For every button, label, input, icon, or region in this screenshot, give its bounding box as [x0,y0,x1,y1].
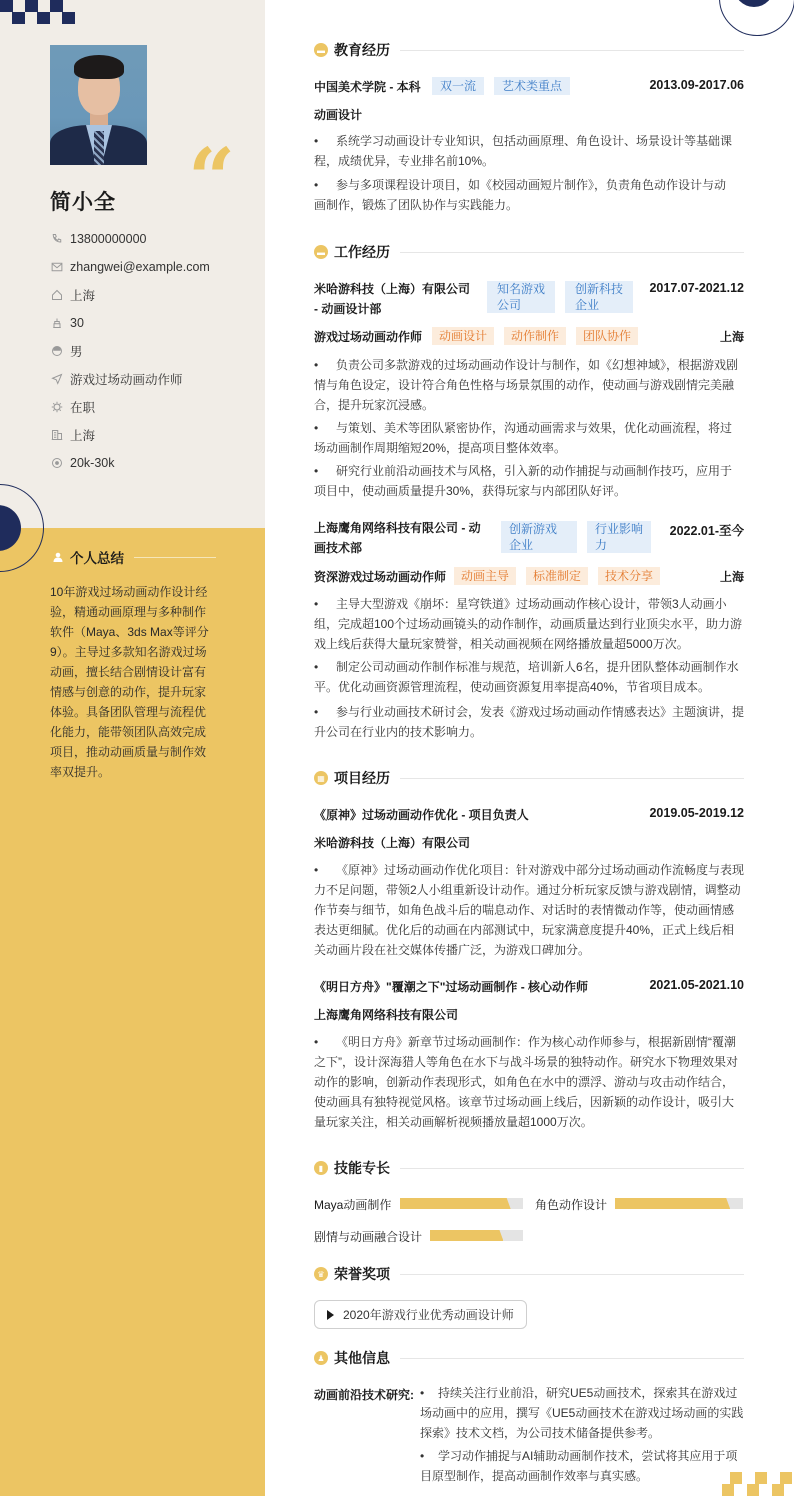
tag: 创新游戏 企业 [501,521,577,553]
summary-heading [52,547,216,567]
other-bullet: • 学习动作捕捉与AI辅助动画制作技术，尝试将其应用于项目原型制作，提高动画制作效率与真实感。 [420,1449,738,1483]
tag: 技术分享 [598,567,660,585]
job-company: 米哈游科技（上海）有限公司 - 动画设计部 [314,282,471,316]
info-salary-value: 20k-30k [70,456,115,470]
job-company-tags [487,281,633,313]
project-name: 《明日方舟》"覆潮之下"过场动画制作 - 核心动作师 [314,980,589,994]
education-icon: ▬ [314,43,328,57]
job-skill-tags [432,327,638,345]
job-bullet: • 制定公司动画动作制作标准与规范，培训新人6名，提升团队整体动画制作水平。优化动画资源管理流程，使动画资源复用率提高40%，节省项目成本。 [314,660,739,694]
education-major: 动画设计 [314,108,363,122]
info-position [50,365,210,393]
job-company: 上海鹰角网络科技有限公司 - 动 画技术部 [314,521,481,555]
info-age-value: 30 [70,316,84,330]
avatar-photo [50,45,147,165]
job-company-tags [501,521,651,553]
education-bullet: • 系统学习动画设计专业知识，包括动画原理、角色设计、场景设计等基础课程，成绩优异，专业排名前10%。 [314,134,733,168]
job-skill-tags [454,567,660,585]
phone-icon [50,233,63,246]
job-bullet: • 研究行业前沿动画技术与风格，引入新的动作捕捉与动画制作技巧，应用于项目中，使动画质量提升30%，获得玩家与内部团队好评。 [314,464,733,498]
info-gender-value: 男 [70,345,83,359]
info-email-value: zhangwei@example.com [70,260,210,274]
job-date: 2017.07-2021.12 [649,281,744,295]
info-phone [50,225,210,253]
info-icon: ♟ [314,1351,328,1365]
caret-right-icon [327,1310,334,1320]
education-school: 中国美术学院 - 本科 [314,80,421,94]
info-home [50,281,210,309]
status-icon [50,401,63,414]
info-status-value: 在职 [70,401,96,415]
project-bullet: • 《明日方舟》新章节过场动画制作：作为核心动作师参与，根据新剧情“覆潮之下”，设计深海猎人等角色在水下与战斗场景的独特动作。研究水下物理效果对动作的影响，创新动作表现形式，如角色在水中的漂浮、游动与攻击动作结合，使动画具有独特视觉风格。该章节过场动画上线后，因新颖的动作设计，吸引大量玩家关注，相关动画解析视频播放量超1000万次。 [314,1035,738,1129]
send-icon [50,373,63,386]
skills-chart-icon: ▮ [314,1161,328,1175]
section-skills-heading: ▮ 技能专长 [314,1158,744,1178]
decor-circle-right [719,0,794,36]
job-location: 上海 [719,570,744,584]
education-date: 2013.09-2017.06 [649,78,744,92]
section-other-heading: ♟ 其他信息 [314,1348,744,1368]
contact-info-list [50,225,210,477]
other-label: 动画前沿技术研究: [314,1388,414,1402]
project-bullet: • 《原神》过场动画动作优化项目：针对游戏中部分过场动画动作流畅度与表现力不足问题，带领2人小组重新设计动作。通过分析玩家反馈与游戏剧情，调整动作节奏与细节，如角色战斗后的喘息动作、对话时的表情微动作等，使动画情感表达更细腻。优化后的动画在内部测试中，玩家满意度提升40%，正式上线后相关动画片段在社交媒体传播广泛，为游戏口碑加分。 [314,863,745,957]
section-work-heading: ▬ 工作经历 [314,242,744,262]
summary-title: 个人总结 [70,551,124,566]
summary-text: 10年游戏过场动画动作设计经验，精通动画原理与多种制作软件（Maya、3ds Max等评分9）。主导过多款知名游戏过场动画，擅长结合剧情设计富有情感与创意的动作，提升玩家体验。具备团队管理与流程优化能力，能带领团队高效完成项目，推动动画质量与制作效率双提升。 [50,585,209,779]
tag: 双一流 [432,77,484,95]
profile-name: 简小全 [50,191,116,214]
project-company: 米哈游科技（上海）有限公司 [314,836,471,850]
info-home-value: 上海 [70,289,96,303]
salary-icon [50,457,63,470]
info-age [50,309,210,337]
tag: 标准制定 [526,567,588,585]
tag: 动作制作 [504,327,566,345]
education-bullet: • 参与多项课程设计项目，如《校园动画短片制作》，负责角色动作设计与动画制作，锻炼了团队协作与实践能力。 [314,178,727,212]
tag: 创新科技 企业 [565,281,633,313]
tag: 知名游戏 公司 [487,281,555,313]
award-icon: ♛ [314,1267,328,1281]
project-date: 2021.05-2021.10 [649,978,744,992]
skill-label: Maya动画制作 [314,1198,392,1212]
info-position-value: 游戏过场动画动作师 [70,373,183,387]
job-bullet: • 参与行业动画技术研讨会，发表《游戏过场动画动作情感表达》主题演讲，提升公司在行业内的技术影响力。 [314,705,745,739]
info-phone-value: 13800000000 [70,232,147,246]
info-email [50,253,210,281]
person-icon [52,551,64,563]
info-salary [50,449,210,477]
skill-label: 角色动作设计 [535,1198,608,1212]
project-date: 2019.05-2019.12 [649,806,744,820]
age-icon [50,317,63,330]
section-awards-heading: ♛ 荣誉奖项 [314,1264,744,1284]
job-date: 2022.01-至今 [669,524,744,538]
tag: 动画设计 [432,327,494,345]
home-icon [50,289,63,302]
building-icon [50,429,63,442]
info-city [50,421,210,449]
mail-icon [50,261,63,274]
section-projects-heading: ▦ 项目经历 [314,768,744,788]
job-role: 资深游戏过场动画动作师 [314,570,447,584]
skill-label: 剧情与动画融合设计 [314,1230,423,1244]
gender-icon [50,345,63,358]
tag: 行业影响 力 [587,521,651,553]
award-item[interactable]: 2020年游戏行业优秀动画设计师 [314,1300,527,1329]
skill-bar [615,1198,743,1209]
project-name: 《原神》过场动画动作优化 - 项目负责人 [314,808,529,822]
tag: 动画主导 [454,567,516,585]
project-company: 上海鹰角网络科技有限公司 [314,1008,459,1022]
work-icon: ▬ [314,245,328,259]
education-tags [432,77,570,95]
info-city-value: 上海 [70,429,96,443]
tag: 团队协作 [576,327,638,345]
job-bullet: • 与策划、美术等团队紧密协作，沟通动画需求与效果，优化动画流程，将过场动画制作周期缩短20%，提高项目整体效率。 [314,421,733,455]
info-gender [50,337,210,365]
job-role: 游戏过场动画动作师 [314,330,423,344]
job-bullet: • 负责公司多款游戏的过场动画动作设计与制作，如《幻想神域》，根据游戏剧情与角色设定，设计符合角色性格与场景氛围的动作，使动画与游戏剧情完美融合，提升玩家沉浸感。 [314,358,739,412]
info-status [50,393,210,421]
quote-mark-icon: “ [188,131,230,227]
job-location: 上海 [719,330,744,344]
skill-bar [430,1230,523,1241]
projects-icon: ▦ [314,771,328,785]
tag: 艺术类重点 [494,77,570,95]
other-bullet: • 持续关注行业前沿，研究UE5动画技术，探索其在游戏过场动画中的应用，撰写《UE5动画技术在游戏过场动画的实践探索》技术文档，为公司技术储备提供参考。 [420,1386,744,1440]
job-bullet: • 主导大型游戏《崩坏：星穹铁道》过场动画动作核心设计，带领3人动画小组，完成超100个过场动画镜头的动作制作，动画质量达到行业顶尖水平，助力游戏上线后获得大量玩家赞誉，相关动画视频在网络播放量超5000万次。 [314,597,743,651]
section-education-heading: ▬ 教育经历 [314,40,744,60]
skill-bar [400,1198,523,1209]
